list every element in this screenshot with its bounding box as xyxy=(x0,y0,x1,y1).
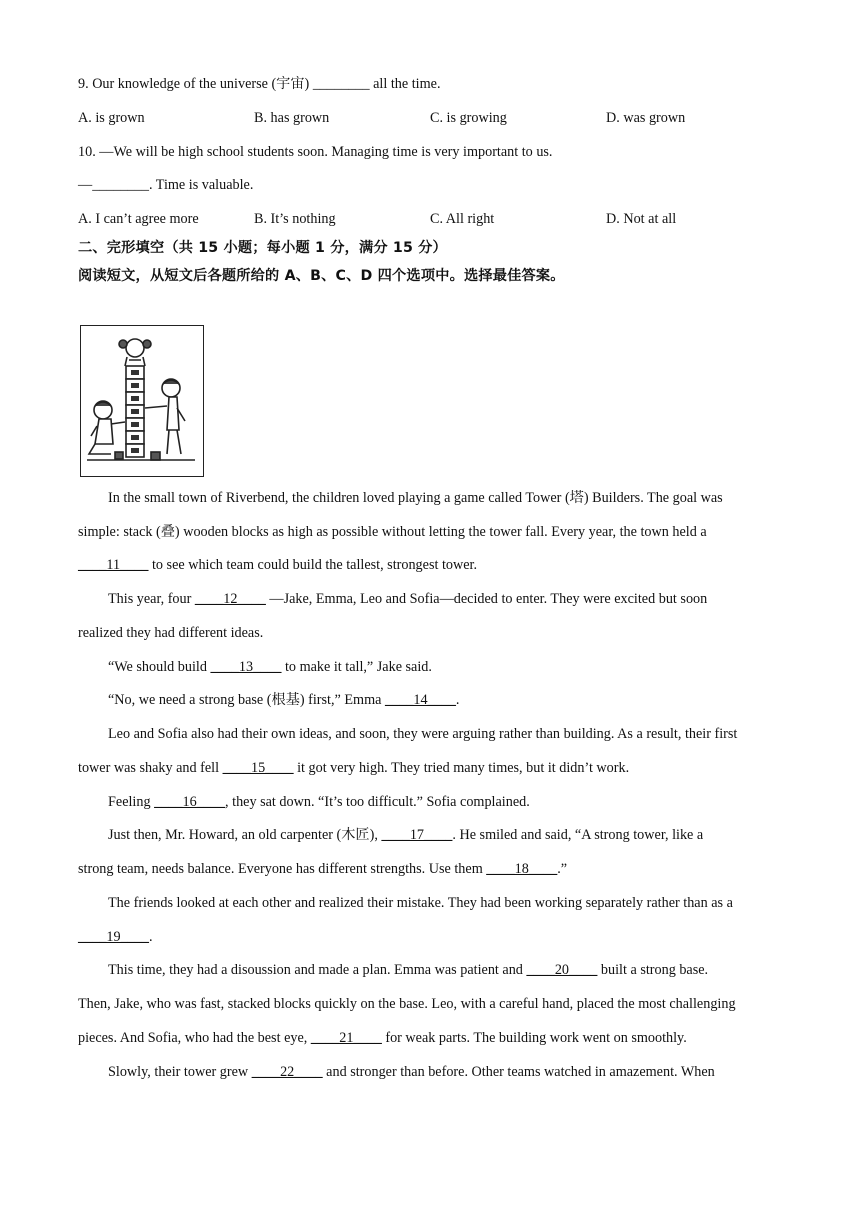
tower-builders-illustration xyxy=(80,325,204,477)
passage-p2-line1: This year, four ____12____ —Jake, Emma, Leo and Sofia—decided to enter. They were excited but soon xyxy=(108,591,708,607)
blank-19: ____19____ xyxy=(78,929,149,945)
passage-p8-line1: The friends looked at each other and realized their mistake. They had been working separately rather than as a xyxy=(108,895,733,911)
passage-p10: Slowly, their tower grew ____22____ and stronger than before. Other teams watched in amazement. When xyxy=(108,1064,715,1080)
passage-p6: Feeling ____16____, they sat down. “It’s too difficult.” Sofia complained. xyxy=(108,794,530,810)
blank-17: ____17____ xyxy=(381,827,453,843)
blank-20: ____20____ xyxy=(526,962,598,978)
passage-p5-line1: Leo and Sofia also had their own ideas, and soon, they were arguing rather than building. As a result, their first xyxy=(108,726,738,742)
q9-option-c: C. is growing xyxy=(430,110,507,126)
q9-option-a: A. is grown xyxy=(78,110,145,126)
children-stacking-blocks-image xyxy=(81,326,202,475)
blank-15: ____15____ xyxy=(222,760,294,776)
blank-12: ____12____ xyxy=(194,591,266,607)
q9-option-d: D. was grown xyxy=(606,110,686,126)
q10-reply: —________. Time is valuable. xyxy=(78,177,254,193)
passage-p9-line2: Then, Jake, who was fast, stacked blocks quickly on the base. Leo, with a careful hand, placed the most challenging xyxy=(78,996,736,1012)
q10-option-a: A. I can’t agree more xyxy=(78,211,199,227)
passage-p5-line2: tower was shaky and fell ____15____ it got very high. They tried many times, but it didn’t work. xyxy=(78,760,630,776)
q10-option-d: D. Not at all xyxy=(606,211,677,227)
passage-p7-line2: strong team, needs balance. Everyone has different strengths. Use them ____18____.” xyxy=(78,861,568,877)
blank-14: ____14____ xyxy=(384,692,456,708)
passage-p2-line2: realized they had different ideas. xyxy=(78,625,264,641)
blank-16: ____16____ xyxy=(154,794,226,810)
blank-18: ____18____ xyxy=(486,861,558,877)
passage-p1-line1: In the small town of Riverbend, the children loved playing a game called Tower (塔) Builders. The goal was xyxy=(108,490,723,506)
section-title: 二、完形填空（共 15 小题；每小题 1 分，满分 15 分） xyxy=(78,240,447,256)
q9-option-b: B. has grown xyxy=(254,110,330,126)
passage-p4: “No, we need a strong base (根基) first,” Emma ____14____. xyxy=(108,692,460,708)
q10-option-b: B. It’s nothing xyxy=(254,211,336,227)
passage-p7-line1: Just then, Mr. Howard, an old carpenter (木匠), ____17____. He smiled and said, “A strong tower, like a xyxy=(108,827,704,843)
q10-option-c: C. All right xyxy=(430,211,495,227)
passage-p1-line2: simple: stack (叠) wooden blocks as high as possible without letting the tower fall. Every year, the town held a xyxy=(78,524,707,540)
blank-22: ____22____ xyxy=(251,1064,323,1080)
passage-p9-line1: This time, they had a disoussion and made a plan. Emma was patient and ____20____ built a strong base. xyxy=(108,962,709,978)
q9-stem: 9. Our knowledge of the universe (宇宙) ________ all the time. xyxy=(78,76,441,92)
passage-p9-line3: pieces. And Sofia, who had the best eye, ____21____ for weak parts. The building work went on smoothly. xyxy=(78,1030,687,1046)
q10-stem: 10. —We will be high school students soon. Managing time is very important to us. xyxy=(78,144,553,160)
blank-13: ____13____ xyxy=(210,659,282,675)
passage-p3: “We should build ____13____ to make it tall,” Jake said. xyxy=(108,659,432,675)
blank-11: ____11____ xyxy=(78,557,149,573)
passage-p1-line3: ____11____ to see which team could build the tallest, strongest tower. xyxy=(78,557,478,573)
passage-p8-line2: ____19____. xyxy=(78,929,153,945)
section-instruction: 阅读短文，从短文后各题所给的 A、B、C、D 四个选项中。选择最佳答案。 xyxy=(78,268,565,284)
blank-21: ____21____ xyxy=(310,1030,382,1046)
